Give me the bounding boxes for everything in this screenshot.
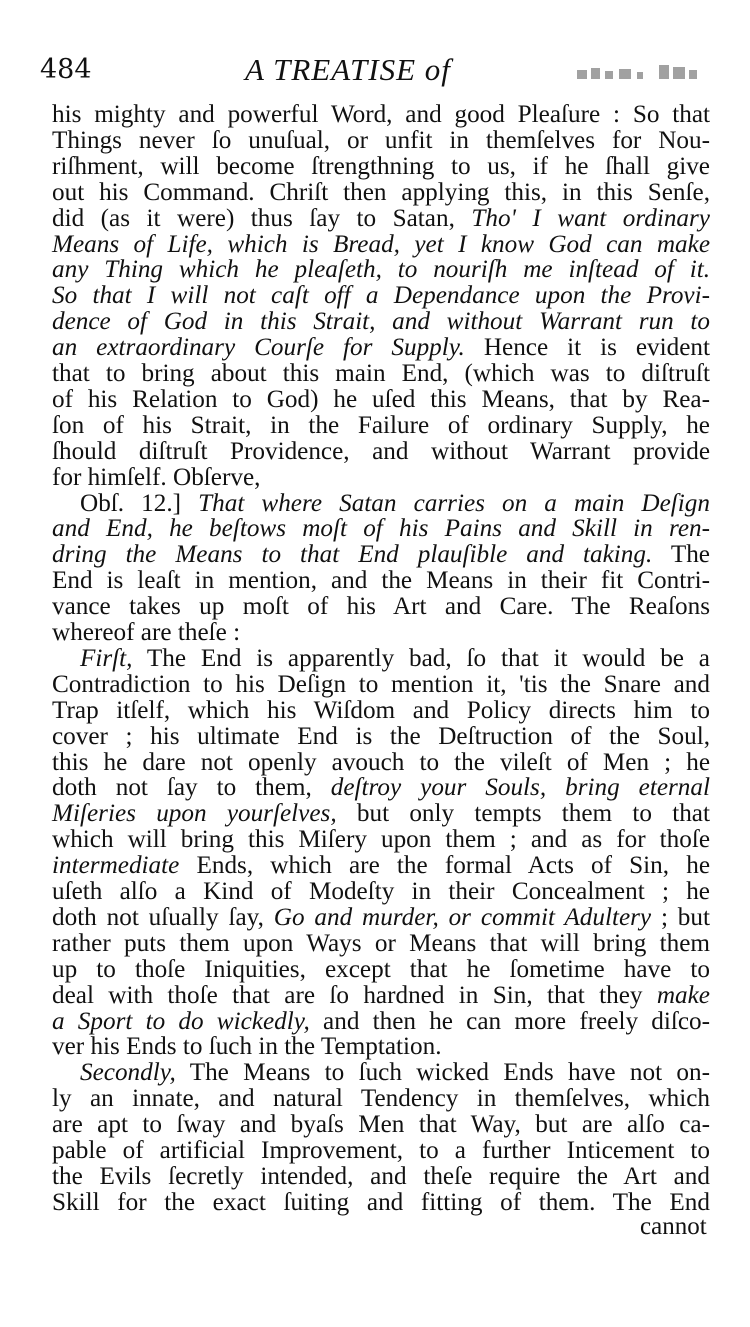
roman-segment: vance takes up moſt of his Art and Care. The Reaſons: [52, 593, 710, 621]
roman-segment: The End is apparently bad, ſo that it would be a: [132, 644, 710, 672]
ink-smudge: [575, 62, 725, 84]
italic-segment: and End, he beſtows moſt of his Pains and Skill in ren-: [52, 515, 710, 543]
roman-segment: out his Command. Chriſt then applying this, in this Senſe,: [52, 178, 710, 206]
roman-segment: which will bring this Miſery upon them ; and as for thoſe: [52, 826, 710, 854]
roman-segment: Trap itſelf, which his Wiſdom and Policy directs him to: [52, 696, 710, 724]
page-header: [40, 52, 720, 92]
roman-segment: Hence it is evident: [464, 334, 710, 362]
text-line: [52, 1188, 710, 1218]
roman-segment: up to thoſe Iniquities, except that he ſometime have to: [52, 955, 710, 983]
roman-segment: The: [652, 541, 710, 569]
roman-segment: riſhment, will become ſtrengthning to us, if he ſhall give: [52, 152, 710, 180]
roman-segment: doth not uſually ſay,: [52, 903, 274, 931]
italic-segment: Firſt,: [80, 644, 133, 672]
italic-segment: That where Satan carries on a main Deſign: [198, 489, 710, 517]
roman-segment: that to bring about this main End, (which was to diſtruſt: [52, 360, 710, 387]
roman-segment: are apt to ſway and byaſs Men that Way, but are alſo ca-: [52, 1111, 710, 1139]
italic-segment: Miſeries upon yourſelves,: [52, 800, 337, 828]
italic-segment: dence of God in this Strait, and without Warrant run to: [52, 308, 710, 336]
roman-segment: The Means to ſuch wicked Ends have not on-: [175, 1059, 710, 1087]
roman-segment: uſeth alſo a Kind of Modeſty in their Concealment ; he: [52, 878, 710, 905]
roman-segment: End is leaſt in mention, and the Means in their fit Contri-: [52, 567, 710, 595]
italic-segment: deſtroy your Souls, bring eternal: [330, 774, 710, 802]
italic-segment: make: [656, 981, 710, 1009]
italic-segment: a Sport to do wickedly,: [52, 1007, 310, 1035]
roman-segment: ſon of his Strait, in the Failure of ordinary Supply, he: [52, 411, 710, 439]
roman-segment: rather puts them upon Ways or Means that will bring them: [52, 929, 710, 957]
italic-segment: Go and murder, or commit Adultery: [273, 903, 652, 931]
roman-segment: the Evils ſecretly intended, and theſe require the Art and: [52, 1162, 710, 1190]
roman-segment: pable of artificial Improvement, to a further Inticement to: [52, 1137, 710, 1164]
roman-segment: this he dare not openly avouch to the vileſt of Men ; he: [52, 748, 710, 776]
roman-segment: Obſ. 12.]: [80, 489, 199, 517]
roman-segment: Contradiction to his Deſign to mention it, 'tis the Snare and: [52, 670, 710, 698]
roman-segment: Things never ſo unuſual, or unfit in themſelves for Nou-: [52, 126, 710, 154]
roman-segment: whereof are theſe :: [52, 619, 241, 646]
roman-segment: but only tempts them to that: [336, 800, 710, 828]
roman-segment: ſhould diſtruſt Providence, and without Warrant provide: [52, 437, 710, 465]
roman-segment: ly an innate, and natural Tendency in themſelves, which: [52, 1085, 710, 1113]
roman-segment: cover ; his ultimate End is the Deſtruction of the Soul,: [52, 722, 710, 750]
roman-segment: ; but: [651, 903, 710, 931]
catchword: cannot: [640, 1213, 707, 1240]
roman-segment: for himſelf. Obſerve,: [52, 463, 261, 491]
roman-segment: his mighty and powerful Word, and good Pleaſure : So that: [52, 101, 710, 128]
roman-segment: doth not ſay to them,: [52, 774, 331, 802]
roman-segment: of his Relation to God) he uſed this Means, that by Rea-: [52, 385, 710, 413]
page-number: 484: [40, 54, 92, 85]
running-title: A TREATISE of: [245, 52, 451, 87]
italic-segment: any Thing which he pleaſeth, to nouriſh me inſtead of it.: [52, 256, 710, 284]
italic-segment: So that I will not caſt off a Dependance upon the Provi-: [52, 282, 710, 310]
roman-segment: Ends, which are the formal Acts of Sin, he: [179, 852, 710, 880]
roman-segment: did (as it were) thus ſay to Satan,: [52, 204, 472, 232]
italic-segment: dring the Means to that End plauſible and taking.: [52, 541, 653, 569]
roman-segment: deal with thoſe that are ſo hardned in Sin, that they: [52, 981, 657, 1009]
italic-segment: an extraordinary Courſe for Supply.: [52, 334, 465, 362]
italic-segment: Means of Life, which is Bread, yet I know God can make: [52, 230, 710, 258]
roman-segment: and then he can more freely diſco-: [309, 1007, 711, 1035]
italic-segment: Tho' I want ordinary: [471, 204, 710, 232]
roman-segment: ver his Ends to ſuch in the Temptation.: [52, 1033, 442, 1061]
italic-segment: Secondly,: [80, 1059, 176, 1087]
roman-segment: Skill for the exact ſuiting and fitting of them. The End: [52, 1188, 710, 1216]
italic-segment: intermediate: [52, 852, 180, 880]
